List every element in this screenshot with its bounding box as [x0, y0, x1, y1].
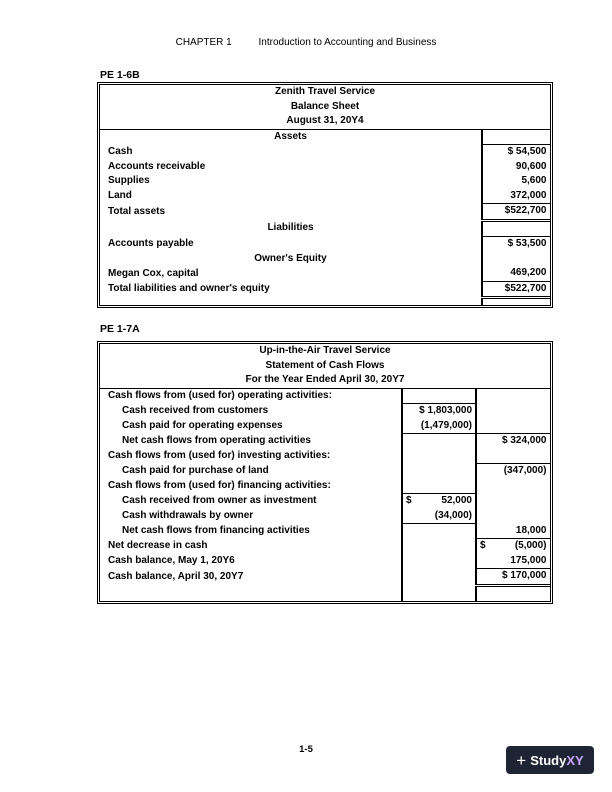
cf-net-financing-label: Net cash flows from financing activities — [122, 525, 310, 536]
bs-ap-label: Accounts payable — [108, 238, 194, 249]
cf-net-operating-label: Net cash flows from operating activities — [122, 435, 311, 446]
cf-net-operating-amount: $ 324,000 — [476, 434, 550, 449]
cf-paid-operating-label: Cash paid for operating expenses — [122, 420, 283, 431]
bs-land-amount: 372,000 — [482, 189, 550, 204]
cf-period: For the Year Ended April 30, 20Y7 — [100, 373, 550, 388]
bs-liabilities-heading: Liabilities — [267, 222, 314, 234]
cf-net-decrease-amount: (5,000) — [514, 540, 547, 552]
cf-operating-heading: Cash flows from (used for) operating activities: — [108, 390, 332, 401]
cf-company: Up-in-the-Air Travel Service — [259, 345, 391, 357]
cf-end-balance-amount: $ 170,000 — [476, 569, 550, 586]
exercise-label-1-6b: PE 1-6B — [100, 69, 140, 81]
bs-land-label: Land — [108, 190, 132, 201]
cf-withdrawals-amount: (34,000) — [402, 509, 476, 524]
bs-total-liab-label: Total liabilities and owner's equity — [108, 283, 270, 295]
bs-supplies-amount: 5,600 — [482, 174, 550, 189]
bs-total-assets-amount: $522,700 — [482, 204, 550, 221]
cf-net-financing-amount: 18,000 — [476, 524, 550, 539]
plus-icon: + — [516, 750, 527, 770]
cf-received-customers-label: Cash received from customers — [122, 405, 269, 416]
cf-net-decrease-label: Net decrease in cash — [108, 540, 208, 551]
cf-begin-balance-amount: 175,000 — [476, 554, 550, 569]
cf-net-decrease-dollar: $ — [480, 540, 486, 552]
bs-ar-label: Accounts receivable — [108, 160, 206, 172]
cf-title: Statement of Cash Flows — [265, 359, 385, 371]
chapter-title: Introduction to Accounting and Business — [258, 37, 437, 48]
bs-equity-heading: Owner's Equity — [254, 252, 327, 264]
bs-ap-amount: $ 53,500 — [482, 237, 550, 252]
brand-name-a: Study — [530, 752, 567, 768]
cash-flow-statement — [97, 341, 553, 604]
bs-cash-label: Cash — [108, 146, 133, 157]
bs-company: Zenith Travel Service — [274, 86, 376, 98]
cf-received-owner-dollar: $ — [406, 495, 412, 507]
cf-paid-land-label: Cash paid for purchase of land — [122, 465, 269, 476]
bs-date: August 31, 20Y4 — [100, 114, 550, 129]
bs-supplies-label: Supplies — [108, 175, 150, 187]
cf-investing-heading: Cash flows from (used for) investing activities: — [108, 450, 331, 461]
bs-cash-amount: $ 54,500 — [482, 145, 550, 160]
bs-capital-amount: 469,200 — [482, 266, 550, 281]
cf-paid-land-amount: (347,000) — [476, 464, 550, 479]
bs-ar-amount: 90,600 — [482, 160, 550, 175]
bs-capital-label: Megan Cox, capital — [108, 267, 199, 279]
cf-received-owner-label: Cash received from owner as investment — [122, 495, 317, 506]
cf-financing-heading: Cash flows from (used for) financing activities: — [108, 480, 331, 491]
cf-end-balance-label: Cash balance, April 30, 20Y7 — [108, 570, 244, 582]
studyxy-logo[interactable] — [506, 746, 594, 774]
cf-net-decrease-cell — [476, 539, 550, 554]
brand-name-b: XY — [566, 752, 584, 768]
exercise-label-1-7a: PE 1-7A — [100, 323, 140, 335]
bs-title: Balance Sheet — [290, 100, 360, 112]
balance-sheet — [97, 82, 553, 308]
cf-withdrawals-label: Cash withdrawals by owner — [122, 510, 254, 521]
bs-total-assets-label: Total assets — [108, 205, 166, 217]
cf-received-owner-cell — [402, 494, 476, 509]
bs-assets-heading: Assets — [274, 131, 307, 142]
cf-received-customers-amount: $ 1,803,000 — [402, 404, 476, 419]
page-header — [0, 37, 612, 48]
page-number: 1-5 — [299, 744, 313, 755]
chapter-label: CHAPTER 1 — [175, 37, 232, 48]
cf-paid-operating-amount: (1,479,000) — [402, 419, 476, 434]
bs-total-liab-amount: $522,700 — [482, 281, 550, 298]
cf-begin-balance-label: Cash balance, May 1, 20Y6 — [108, 555, 235, 566]
cf-received-owner-amount: 52,000 — [441, 495, 472, 507]
